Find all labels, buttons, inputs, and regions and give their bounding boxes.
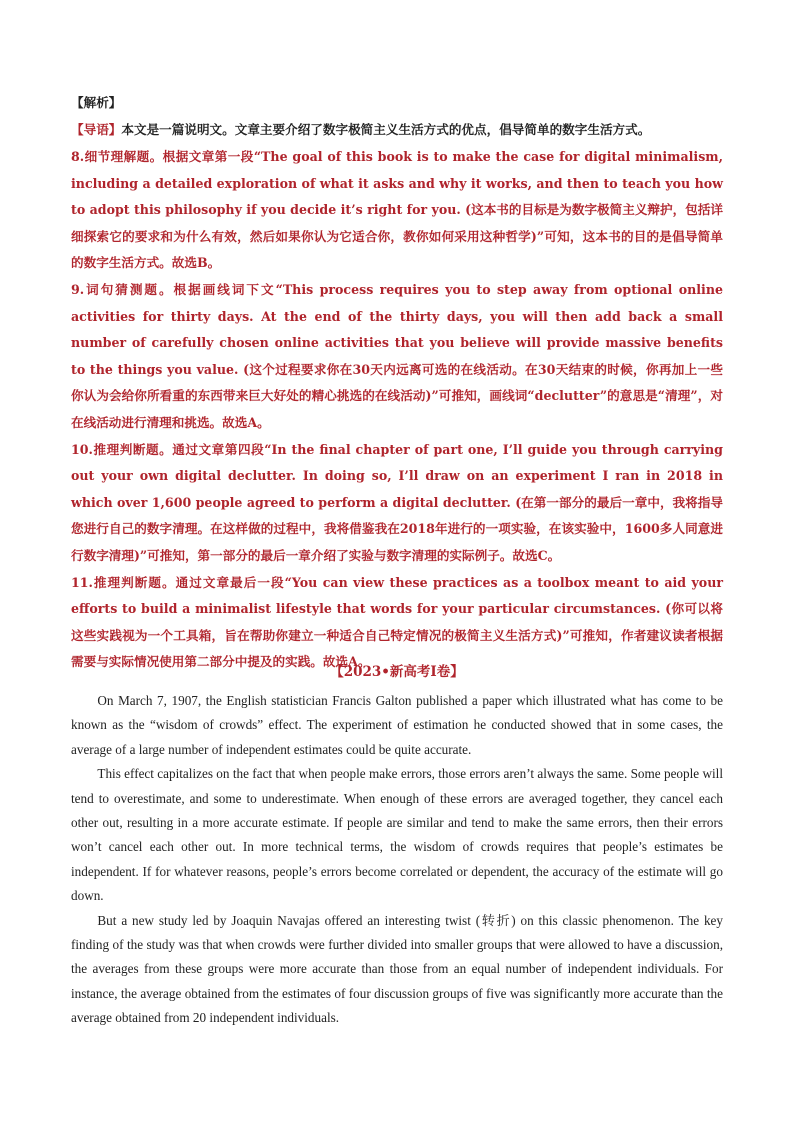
answer-item-9: 9.词句猜测题。根据画线词下文“This process requires you to step away from optional online activities for thirty days. At the end of the thirty days, you will then add back a small number of carefully chosen online activities that you believe will provide massive benefits to the things you value. (这个过程要求你在30天内远离可选的在线活动。在30天结束的时候，你再加上一些你认为会给你所看重的东西带来巨大好处的精心挑选的在线活动)”可推知，画线词“declutter”的意思是“清理”，对在线活动进行清理和挑选。故选A。 — [71, 281, 723, 430]
analysis-header — [71, 90, 723, 143]
answer-item-8: 8.细节理解题。根据文章第一段“The goal of this book is to make the case for digital minimalism, including a detailed exploration of what it asks and why it works, and then to teach you how to adopt this philosophy if you decide it’s right for you. (这本书的目标是为数字极简主义辩护，包括详细探索它的要求和为什么有效，然后如果你认为它适合你，教你如何采用这种哲学)”可知，这本书的目的是倡导简单的数字生活方式。故选B。 — [71, 149, 723, 271]
section-title: 【2023•新高考I卷】 — [330, 664, 464, 680]
answer-item-11: 11.推理判断题。通过文章最后一段“You can view these practices as a toolbox meant to aid your efforts to build a minimalist lifestyle that words for your particular circumstances. (你可以将这些实践视为一个工具箱，旨在帮助你建立一种适合自己特定情况的极简主义生活方式)”可推知，作者建议读者根据需要与实际情况使用第二部分中提及的实践。故选A。 — [71, 574, 723, 670]
reading-passage — [71, 689, 723, 1031]
analysis-tag: 【解析】 — [71, 95, 122, 110]
intro-text: 本文是一篇说明文。文章主要介绍了数字极简主义生活方式的优点，倡导简单的数字生活方式。 — [121, 121, 651, 137]
answer-item-10: 10.推理判断题。通过文章第四段“In the final chapter of part one, I’ll guide you through carrying out your own digital declutter. In doing so, I’ll draw on an experiment I ran in 2018 in which over 1,600 people agreed to perform a digital declutter. (在第一部分的最后一章中，我将指导您进行自己的数字清理。在这样做的过程中，我将借鉴我在2018年进行的一项实验，在该实验中，1600多人同意进行数字清理)”可推知，第一部分的最后一章介绍了实验与数字清理的实际例子。故选C。 — [71, 441, 723, 563]
intro-line — [71, 117, 723, 144]
intro-label: 【导语】 — [71, 121, 122, 137]
passage-paragraph-3: But a new study led by Joaquin Navajas offered an interesting twist (转折) on this classic phenomenon. The key finding of the study was that when crowds were further divided into smaller groups that were allowed to have a discussion, the averages from these groups were more accurate than those from an equal number of independent individuals. For instance, the average obtained from the estimates of four discussion groups of five was significantly more accurate than the average obtained from 20 independent individuals. — [71, 912, 723, 1026]
passage-paragraph-1: On March 7, 1907, the English statistician Francis Galton published a paper which illustrated what has come to be known as the “wisdom of crowds” effect. The experiment of estimation he conducted showed that in some cases, the average of a large number of independent estimates could be quite accurate. — [71, 693, 723, 757]
passage-paragraph-2: This effect capitalizes on the fact that when people make errors, those errors aren’t always the same. Some people will tend to overestimate, and some to underestimate. When enough of these errors are averaged together, they cancel each other out, resulting in a more accurate estimate. If people are similar and tend to make the same errors, then their errors won’t cancel each other out. In more technical terms, the wisdom of crowds requires that people’s estimates be independent. If for whatever reasons, people’s errors become correlated or dependent, the accuracy of the estimate will go down. — [71, 766, 723, 904]
answer-explanations — [71, 144, 723, 676]
